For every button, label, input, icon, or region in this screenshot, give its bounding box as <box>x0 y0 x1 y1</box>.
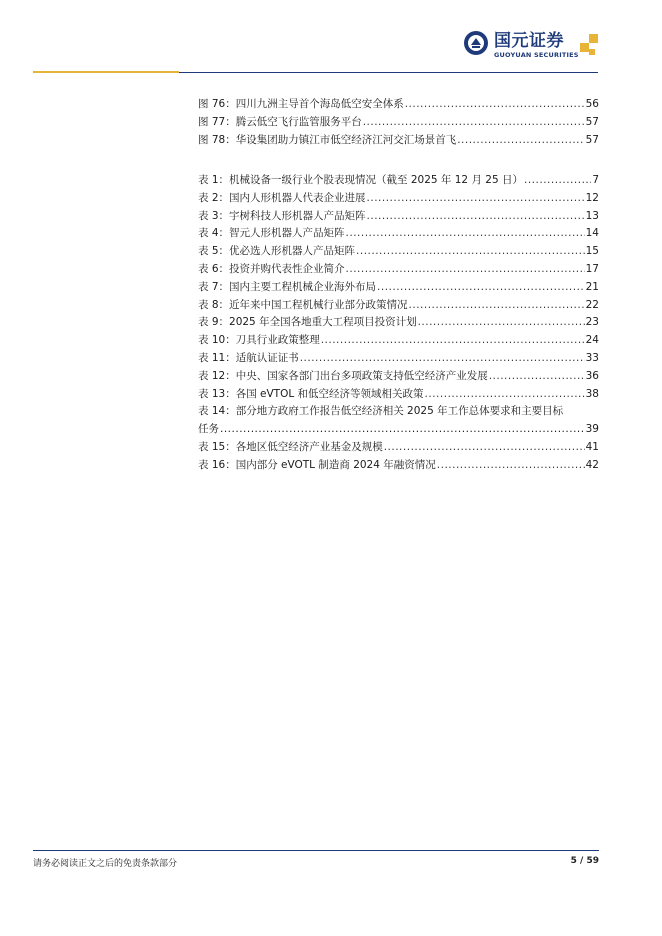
leader-dots <box>321 332 585 350</box>
toc-entry[interactable] <box>198 332 599 350</box>
figure-index <box>198 96 599 149</box>
leader-dots <box>384 439 585 457</box>
toc-entry-page: 36 <box>585 369 599 382</box>
toc-entry-page: 57 <box>585 115 599 128</box>
toc-entry[interactable] <box>198 368 599 386</box>
header-rule-gold <box>33 71 179 73</box>
toc-entry-label: 表 6：投资并购代表性企业简介 <box>198 262 345 275</box>
toc-entry-page: 12 <box>585 191 599 204</box>
logo-mark-icon <box>575 32 601 58</box>
leader-dots <box>346 225 585 243</box>
toc-entry-label: 表 2：国内人形机器人代表企业进展 <box>198 191 366 204</box>
toc-entry[interactable] <box>198 114 599 132</box>
toc-entry-page: 24 <box>585 334 599 347</box>
toc-entry-label: 表 10：刀具行业政策整理 <box>198 334 320 347</box>
toc-entry-page: 14 <box>585 227 599 240</box>
toc-entry[interactable] <box>198 243 599 261</box>
toc-entry-page: 15 <box>585 245 599 258</box>
header-rule-blue <box>179 72 598 73</box>
leader-dots <box>425 386 585 404</box>
leader-dots <box>300 350 585 368</box>
toc-entry-label: 表 9：2025 年全国各地重大工程项目投资计划 <box>198 316 417 329</box>
toc-entry[interactable] <box>198 208 599 226</box>
toc-entry-label: 表 16：国内部分 eVOTL 制造商 2024 年融资情况 <box>198 458 436 471</box>
toc-entry-label: 表 15：各地区低空经济产业基金及规模 <box>198 440 383 453</box>
toc-entry-label: 表 7：国内主要工程机械企业海外布局 <box>198 280 377 293</box>
page-header <box>0 0 662 74</box>
toc-entry-page: 23 <box>585 316 599 329</box>
toc-entry-label: 表 5：优必选人形机器人产品矩阵 <box>198 245 356 258</box>
toc-entry-page: 33 <box>585 351 599 364</box>
leader-dots <box>437 457 585 475</box>
toc-entry-label: 图 77：腾云低空飞行监管服务平台 <box>198 115 362 128</box>
toc-entry[interactable] <box>198 132 599 150</box>
toc-entry[interactable] <box>198 261 599 279</box>
leader-dots <box>377 279 585 297</box>
leader-dots <box>367 190 585 208</box>
toc-entry-label: 图 78：华设集团助力镇江市低空经济江河交汇场景首飞 <box>198 133 457 146</box>
toc-entry-label: 表 8：近年来中国工程机械行业部分政策情况 <box>198 298 408 311</box>
brand-name-en: GUOYUAN SECURITIES <box>494 51 579 59</box>
toc-entry-label: 表 12：中央、国家各部门出台多项政策支持低空经济产业发展 <box>198 369 488 382</box>
page-number: 5 / 59 <box>570 856 599 866</box>
toc-entry-label: 表 13：各国 eVTOL 和低空经济等领域相关政策 <box>198 387 424 400</box>
toc-entry[interactable] <box>198 439 599 457</box>
leader-dots <box>405 96 585 114</box>
toc-entry[interactable] <box>198 190 599 208</box>
toc-entry-page: 7 <box>592 174 599 186</box>
toc-entry[interactable] <box>198 386 599 404</box>
toc-entry-label: 表 11：适航认证证书 <box>198 351 299 364</box>
toc-entry[interactable] <box>198 297 599 315</box>
leader-dots <box>489 368 585 386</box>
toc-entry-label: 表 14：部分地方政府工作报告低空经济相关 2025 年工作总体要求和主要目标 <box>198 405 564 418</box>
brand-logo <box>463 30 603 66</box>
toc-entry-label-cont: 任务 <box>198 423 219 436</box>
toc-entry-label: 表 1：机械设备一级行业个股表现情况（截至 2025 年 12 月 25 日） <box>198 174 523 186</box>
leader-dots <box>524 172 591 190</box>
toc-entry-page: 57 <box>585 133 599 146</box>
toc-entry-page: 22 <box>585 298 599 311</box>
toc-entry[interactable] <box>198 172 599 190</box>
leader-dots <box>418 314 585 332</box>
leader-dots <box>220 421 585 439</box>
logo-circle-icon <box>463 30 489 56</box>
toc-entry-label: 表 3：宇树科技人形机器人产品矩阵 <box>198 209 366 222</box>
toc-entry-page: 41 <box>585 440 599 453</box>
toc-entry[interactable] <box>198 403 599 439</box>
leader-dots <box>367 208 585 226</box>
toc-entry[interactable] <box>198 457 599 475</box>
brand-name-cn: 国元证券 <box>494 31 564 51</box>
toc-entry[interactable] <box>198 225 599 243</box>
toc-entry-label: 图 76：四川九洲主导首个海岛低空安全体系 <box>198 98 404 110</box>
toc-entry-page: 17 <box>585 262 599 275</box>
toc-entry-page: 21 <box>585 280 599 293</box>
footer-disclaimer: 请务必阅读正文之后的免责条款部分 <box>33 859 178 869</box>
toc-entry-label: 表 4：智元人形机器人产品矩阵 <box>198 227 345 240</box>
table-index <box>198 172 599 475</box>
leader-dots <box>409 297 585 315</box>
toc-entry[interactable] <box>198 314 599 332</box>
toc-entry-page: 42 <box>585 458 599 471</box>
toc-entry[interactable] <box>198 96 599 114</box>
toc-entry[interactable] <box>198 279 599 297</box>
toc-entry-page: 56 <box>585 98 599 110</box>
leader-dots <box>457 132 584 150</box>
footer-rule <box>33 850 599 851</box>
toc-entry[interactable] <box>198 350 599 368</box>
leader-dots <box>356 243 585 261</box>
leader-dots <box>363 114 585 132</box>
toc-entry-page: 38 <box>585 387 599 400</box>
toc-entry-page: 39 <box>585 423 599 436</box>
leader-dots <box>346 261 585 279</box>
toc-entry-page: 13 <box>585 209 599 222</box>
